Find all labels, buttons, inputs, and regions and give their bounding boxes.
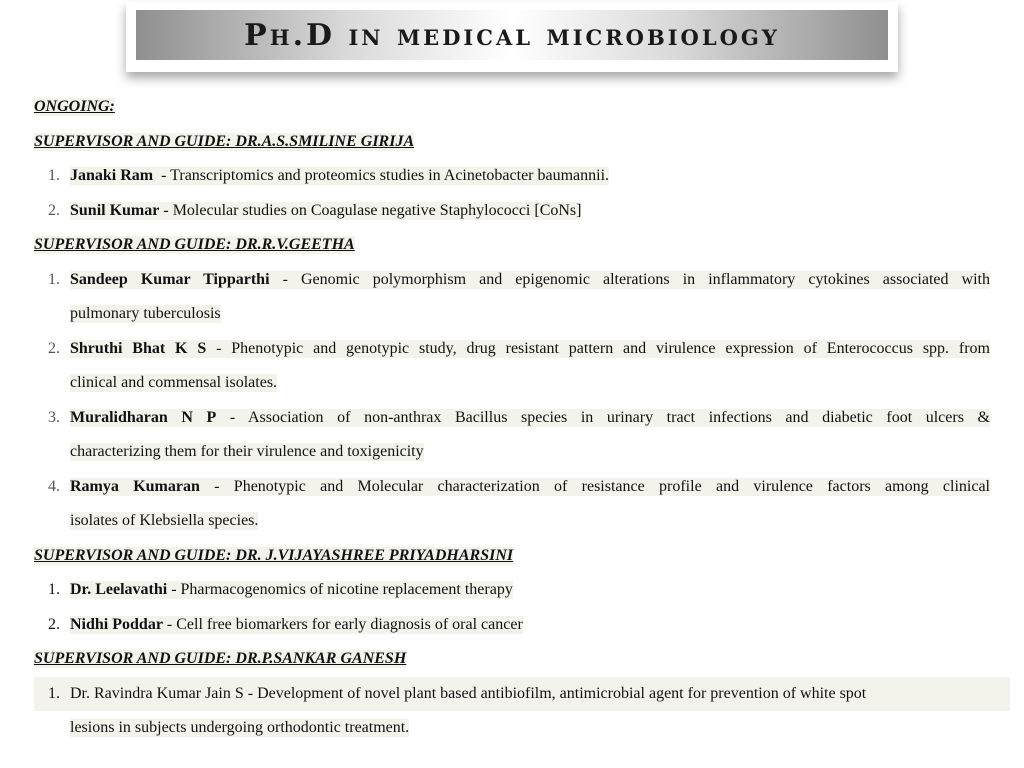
list-item-text (70, 616, 523, 634)
list-item-text (70, 409, 990, 427)
project-description-continued: isolates of Klebsiella species. (70, 512, 259, 530)
list-number: 1. (48, 270, 60, 288)
list-item-text (70, 271, 990, 289)
project-description: - Molecular studies on Coagulase negative Staphylococci [CoNs] (159, 201, 582, 219)
project-description-continued: lesions in subjects undergoing orthodontic treatment. (70, 719, 410, 737)
list-number: 4. (48, 477, 60, 495)
page-title: Ph.D in medical microbiology (244, 17, 780, 53)
supervisor-heading-row (34, 228, 990, 263)
list-number: 1. (48, 581, 60, 599)
student-name: Shruthi Bhat K S (70, 339, 207, 357)
list-item-text (70, 581, 513, 599)
list-item-text (70, 478, 990, 496)
list-item-text: Dr. Ravindra Kumar Jain S - Development of novel plant based antibiofilm, antimicrobial agent for prevention of white spot (70, 684, 867, 702)
project-description: - Transcriptomics and proteomics studies in Acinetobacter baumannii. (153, 167, 610, 185)
list-item-continuation (34, 297, 990, 332)
project-description: - Association of non-anthrax Bacillus species in urinary tract infections and diabetic foot ulcers & (216, 408, 990, 426)
project-description: - Genomic polymorphism and epigenomic alterations in inflammatory cytokines associated with (269, 270, 991, 288)
supervisor-heading-row (34, 125, 990, 160)
list-item (34, 677, 1010, 712)
document-body (34, 90, 990, 746)
list-number: 2. (48, 615, 60, 633)
project-description-continued: pulmonary tuberculosis (70, 305, 221, 323)
list-number: 1. (48, 684, 60, 702)
list-item-continuation (34, 435, 990, 470)
supervisor-heading: SUPERVISOR AND GUIDE: DR.R.V.GEETHA (34, 236, 355, 254)
project-description: - Phenotypic and genotypic study, drug resistant pattern and virulence expression of Enterococcus spp. from (206, 339, 991, 357)
supervisor-heading: SUPERVISOR AND GUIDE: DR.A.S.SMILINE GIRIJA (34, 132, 415, 150)
list-item-continuation (34, 711, 990, 746)
list-item (34, 194, 990, 229)
list-number: 2. (48, 339, 60, 357)
student-name: Dr. Leelavathi (70, 581, 168, 599)
list-item (34, 470, 990, 505)
list-number: 2. (48, 201, 60, 219)
list-item-text (70, 202, 581, 220)
title-banner (126, 2, 898, 72)
list-item (34, 401, 990, 436)
list-item (34, 608, 990, 643)
project-description-continued: characterizing them for their virulence and toxigenicity (70, 443, 424, 461)
student-name: Ramya Kumaran (70, 477, 200, 495)
title-banner-inner (136, 10, 888, 60)
supervisor-heading: SUPERVISOR AND GUIDE: DR. J.VIJAYASHREE PRIYADHARSINI (34, 546, 514, 564)
list-item-continuation (34, 504, 990, 539)
list-item (34, 332, 990, 367)
ongoing-row (34, 90, 990, 125)
list-item-text (70, 167, 609, 185)
list-number: 1. (48, 167, 60, 185)
ongoing-label: ONGOING: (34, 98, 115, 116)
list-item-continuation (34, 366, 990, 401)
project-description-continued: clinical and commensal isolates. (70, 374, 278, 392)
supervisor-heading: SUPERVISOR AND GUIDE: DR.P.SANKAR GANESH (34, 650, 407, 668)
student-name: Janaki Ram (70, 167, 154, 185)
project-description: - Cell free biomarkers for early diagnosis of oral cancer (162, 615, 523, 633)
list-item (34, 573, 990, 608)
project-description: - Phenotypic and Molecular characterization of resistance profile and virulence factors among clinical (199, 477, 990, 495)
student-name: Muralidharan N P (70, 408, 217, 426)
student-name: Nidhi Poddar (70, 615, 163, 633)
list-item (34, 263, 990, 298)
student-name: Sandeep Kumar Tipparthi (70, 270, 270, 288)
supervisor-heading-row (34, 642, 990, 677)
list-item (34, 159, 990, 194)
supervisor-heading-row (34, 539, 990, 574)
list-item-text (70, 340, 990, 358)
list-number: 3. (48, 408, 60, 426)
project-description: - Pharmacogenomics of nicotine replacement therapy (167, 581, 513, 599)
student-name: Sunil Kumar (70, 201, 160, 219)
